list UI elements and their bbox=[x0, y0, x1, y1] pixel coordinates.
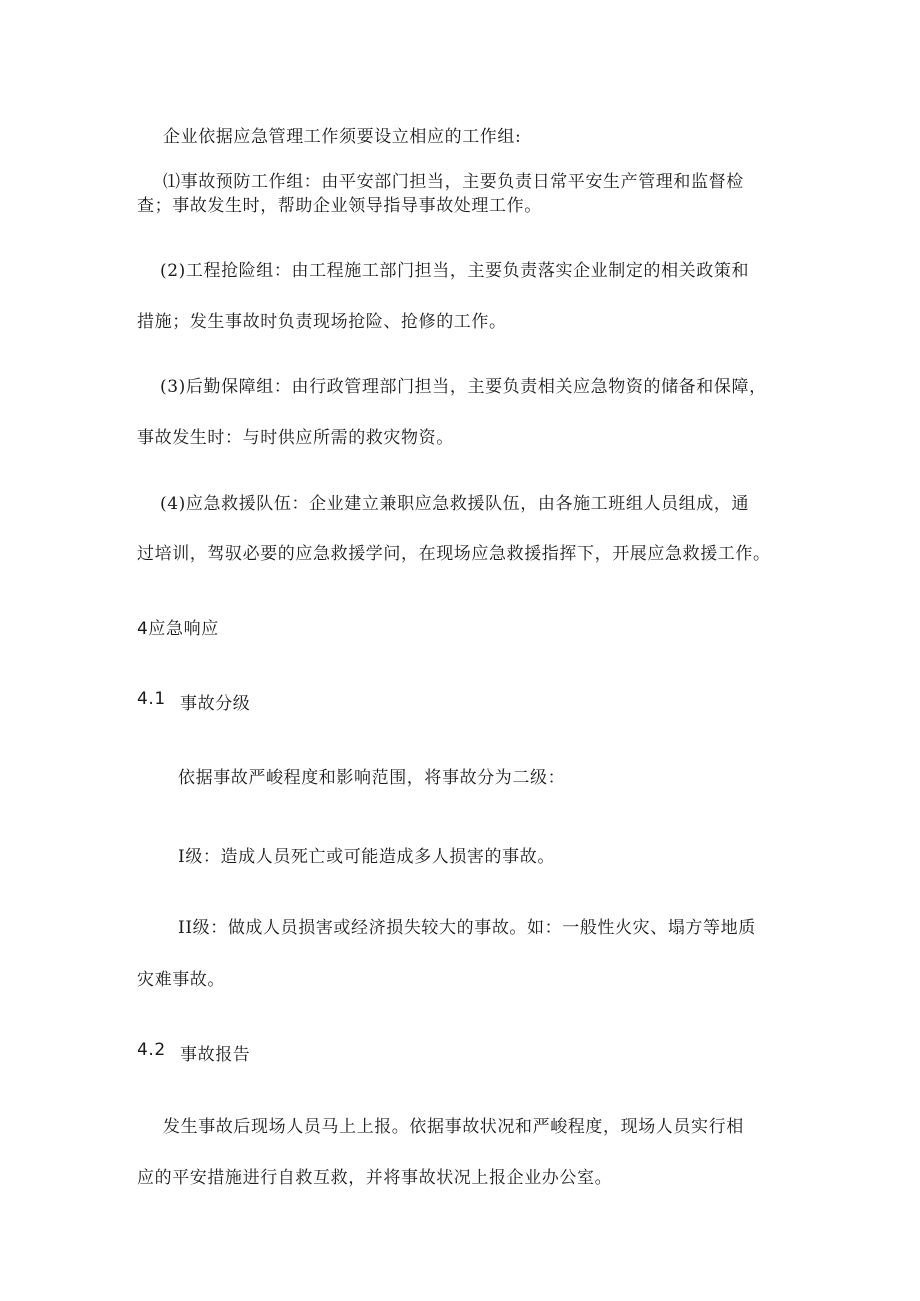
group-1-line-1: ⑴事故预防工作组：由平安部门担当，主要负责日常平安生产管理和监督检 bbox=[163, 172, 744, 192]
group-1-line-2: 查；事故发生时，帮助企业领导指导事故处理工作。 bbox=[137, 196, 542, 216]
section-4-1-title: 事故分级 bbox=[180, 694, 251, 714]
section-4-2-number: 4.2 bbox=[137, 1040, 166, 1060]
section-4-1-number: 4.1 bbox=[137, 689, 166, 709]
level-2-line-2: 灾难事故。 bbox=[137, 970, 225, 990]
section-4-2-line-2: 应的平安措施进行自救互救，并将事故状况上报企业办公室。 bbox=[137, 1168, 613, 1188]
section-4-2-line-1: 发生事故后现场人员马上上报。依据事故状况和严峻程度，现场人员实行相 bbox=[163, 1117, 744, 1137]
intro-paragraph: 企业依据应急管理工作须要设立相应的工作组: bbox=[163, 127, 522, 147]
level-2-line-1: II级：做成人员损害或经济损失较大的事故。如：一般性火灾、塌方等地质 bbox=[178, 918, 756, 938]
group-2-line-1: (2)工程抢险组：由工程施工部门担当，主要负责落实企业制定的相关政策和 bbox=[160, 261, 750, 281]
group-3-line-2: 事故发生时：与时供应所需的救灾物资。 bbox=[137, 428, 454, 448]
group-4-line-1: (4)应急救援队伍：企业建立兼职应急救援队伍，由各施工班组人员组成，通 bbox=[160, 494, 750, 514]
level-1-text: I级：造成人员死亡或可能造成多人损害的事故。 bbox=[178, 847, 555, 867]
section-4-2-title: 事故报告 bbox=[180, 1045, 251, 1065]
group-2-line-2: 措施；发生事故时负责现场抢险、抢修的工作。 bbox=[137, 312, 507, 332]
section-4-heading: 4应急响应 bbox=[137, 619, 219, 639]
group-4-line-2: 过培训，驾驭必要的应急救援学问，在现场应急救援指挥下，开展应急救援工作。 bbox=[137, 544, 771, 564]
section-4-1-intro: 依据事故严峻程度和影响范围，将事故分为二级： bbox=[178, 768, 566, 788]
group-3-line-1: (3)后勤保障组：由行政管理部门担当，主要负责相关应急物资的储备和保障， bbox=[160, 377, 767, 397]
